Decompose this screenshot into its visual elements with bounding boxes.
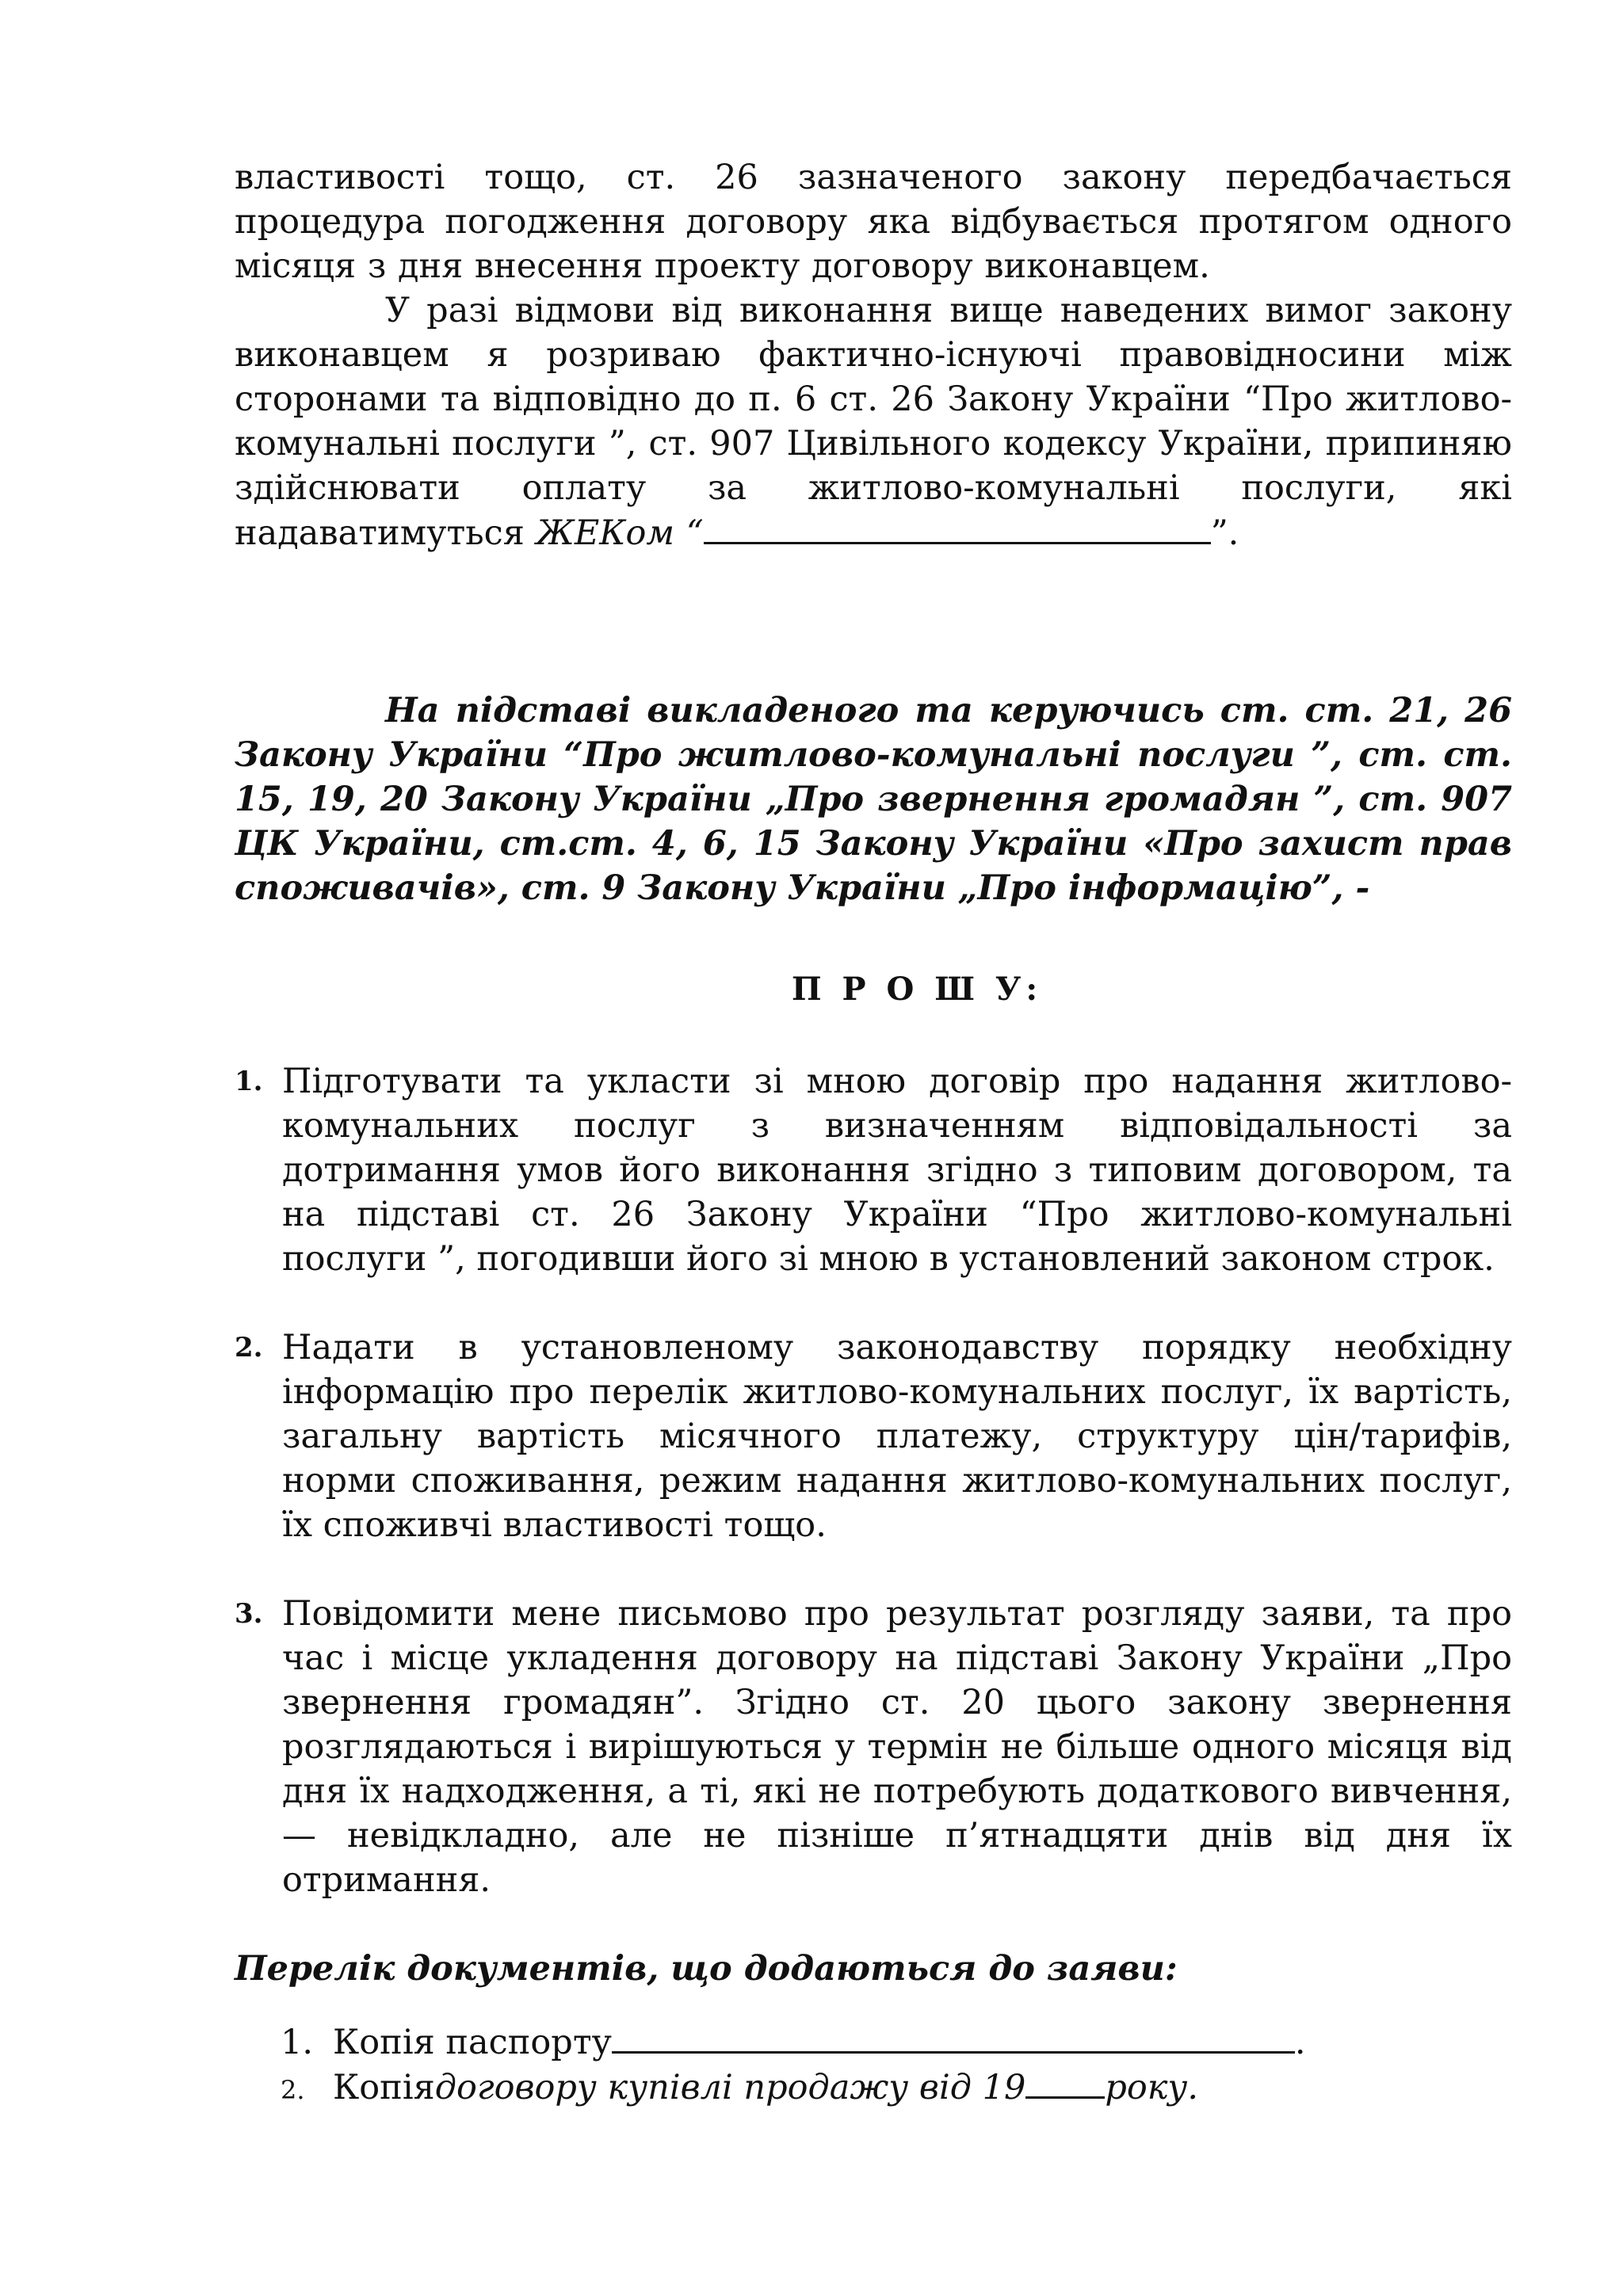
document-number: 2. [281, 2075, 305, 2105]
request-item-1 [235, 1059, 1512, 1281]
document-page [235, 155, 1512, 2112]
document-label: Копія паспорту [333, 2023, 612, 2062]
document-label: Копія [333, 2068, 435, 2107]
document-number: 1. [281, 2023, 314, 2062]
documents-title: Перелік документів, що додаються до заяви: [235, 1949, 1178, 1989]
paragraph-procedure-text: властивості тощо, ст. 26 зазначеного закону передбачається процедура погодження договору яка відбувається протягом одного місяця з дня внесення проекту договору виконавцем. [235, 158, 1512, 286]
contract-text: договору купівлі продажу від 19 [434, 2068, 1026, 2107]
request-list [235, 1059, 1512, 1902]
request-heading: П Р О Ш У: [791, 971, 1043, 1008]
request-number: 3. [235, 1598, 263, 1630]
request-text: Повідомити мене письмово про результат розгляду заяви, та про час і місце укладення договору на підставі Закону України „Про звернення громадян”. Згідно ст. 20 цього закону звернення розглядаються і вирішуються у термін не більше одного місяця від дня їх надходження, а ті, які не потребують додаткового вивчення, — невідкладно, але не пізніше п’ятнадцяти днів від дня їх отримання. [282, 1594, 1512, 1900]
request-text: Надати в установленому законодавству порядку необхідну інформацію про перелік житлово-комунальних послуг, їх вартість, загальну вартість місячного платежу, структуру цін/тарифів, норми споживання, режим надання житлово-комунальних послуг, їх споживчі властивості тощо. [282, 1328, 1512, 1545]
paragraph-refusal [235, 288, 1512, 555]
request-number: 2. [235, 1332, 263, 1363]
paragraph-procedure [235, 155, 1512, 288]
document-item-contract [281, 2065, 1512, 2112]
request-number: 1. [235, 1066, 263, 1097]
housing-office-name-blank [704, 510, 1211, 544]
legal-basis-paragraph [235, 688, 1512, 910]
request-text: Підготувати та укласти зі мною договір про надання житлово-комунальних послуг з визначенням відповідальності за дотримання умов його виконання згідно з типовим договором, та на підставі ст. 26 Закону України “Про житлово-комунальні послуги ”, погодивши його зі мною в установлений законом строк. [282, 1062, 1512, 1279]
contract-suffix: року. [1105, 2068, 1199, 2107]
request-item-2 [235, 1325, 1512, 1547]
housing-office-suffix: ”. [1210, 513, 1239, 553]
documents-list [235, 2019, 1512, 2112]
document-item-passport [281, 2019, 1512, 2065]
request-item-3 [235, 1592, 1512, 1902]
contract-year-blank [1025, 2065, 1105, 2099]
document-suffix: . [1294, 2023, 1306, 2062]
legal-basis-text: На підставі викладеного та керуючись ст. ст. 21, 26 Закону України “Про житлово-комунальні послуги ”, ст. ст. 15, 19, 20 Закону України „Про звернення громадян ”, ст. 907 ЦК України, ст.ст. 4, 6, 15 Закону України «Про захист прав споживачів», ст. 9 Закону України „Про інформацію”, - [235, 691, 1512, 908]
passport-blank [612, 2019, 1295, 2054]
housing-office-prefix: ЖЕКом “ [536, 513, 704, 553]
paragraph-refusal-text: У разі відмови від виконання вище наведених вимог закону виконавцем я розриваю фактично-існуючі правовідносини між сторонами та відповідно до п. 6 ст. 26 Закону України “Про житлово-комунальні послуги ”, ст. 907 Цивільного кодексу України, припиняю здійснювати оплату за житлово-комунальні послуги, які надаватимуться [235, 291, 1512, 553]
